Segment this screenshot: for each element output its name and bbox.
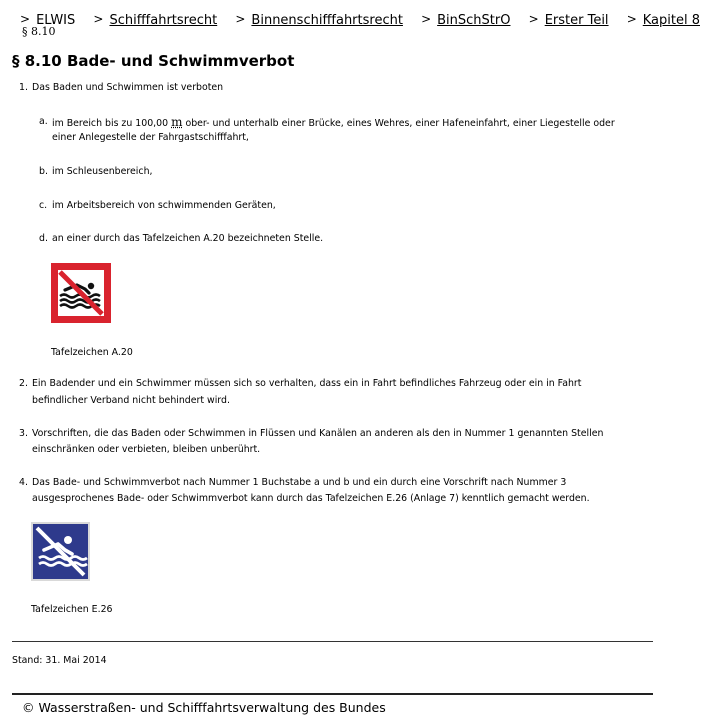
chevron-right-icon: > (528, 12, 539, 26)
breadcrumb-link[interactable]: Kapitel 8 (642, 13, 700, 28)
section-3-line1: Vorschriften, die das Baden oder Schwimmen in Flüssen und Kanälen an anderen als den in Nummer 1 genannten Stellen (32, 428, 604, 439)
chevron-right-icon: > (235, 12, 246, 26)
chevron-right-icon: > (93, 12, 104, 26)
item-c-text: im Arbeitsbereich von schwimmenden Geräten, (52, 200, 276, 211)
breadcrumb-current: § 8.10 (22, 25, 56, 38)
sign-a20-caption: Tafelzeichen A.20 (51, 347, 133, 358)
breadcrumb (20, 12, 700, 29)
item-c-letter: c. (39, 200, 48, 211)
item-d-text: an einer durch das Tafelzeichen A.20 bezeichneten Stelle. (52, 233, 324, 244)
sign-e26-caption: Tafelzeichen E.26 (31, 604, 113, 615)
stand-date: Stand: 31. Mai 2014 (12, 655, 107, 666)
section-2-line1: Ein Badender und ein Schwimmer müssen sich so verhalten, dass ein in Fahrt befindliches Fahrzeug oder ein in Fahrt (32, 378, 582, 389)
breadcrumb-item-binschstro[interactable] (421, 12, 510, 29)
chevron-right-icon: > (421, 12, 432, 26)
breadcrumb-item-schifffahrtsrecht[interactable] (93, 12, 217, 29)
section-4-number: 4. (19, 477, 28, 488)
footer-copyright: © Wasserstraßen- und Schifffahrtsverwaltung des Bundes (22, 700, 386, 715)
item-d-letter: d. (39, 233, 48, 244)
item-b-text: im Schleusenbereich, (52, 166, 153, 177)
item-b-letter: b. (39, 166, 48, 177)
breadcrumb-item-kapitel-8[interactable] (627, 12, 700, 29)
breadcrumb-link[interactable]: Schifffahrtsrecht (109, 13, 218, 28)
item-a-text-after: ober- und unterhalb einer Brücke, eines Wehres, einer Hafeneinfahrt, einer Liegestelle oder (185, 118, 615, 129)
item-a-text-before: im Bereich bis zu 100,00 (52, 118, 169, 129)
breadcrumb-item-erster-teil[interactable] (529, 12, 609, 29)
section-4-line2: ausgesprochenes Bade- oder Schwimmverbot kann durch das Tafelzeichen E.26 (Anlage 7) kenntlich gemacht werden. (32, 493, 590, 504)
sign-e26 (31, 522, 90, 581)
section-3-number: 3. (19, 428, 28, 439)
no-swimming-sign-icon (51, 263, 111, 323)
item-a-letter: a. (39, 116, 48, 127)
swimming-ban-sign-icon (31, 522, 90, 581)
sign-a20 (51, 263, 111, 323)
page-title: § 8.10 Bade- und Schwimmverbot (12, 52, 295, 70)
divider (12, 641, 653, 642)
section-3-line2: einschränken oder verbieten, bleiben unberührt. (32, 444, 261, 455)
breadcrumb-link[interactable]: ELWIS (36, 13, 76, 28)
section-2-number: 2. (19, 378, 28, 389)
breadcrumb-link[interactable]: Binnenschifffahrtsrecht (251, 13, 403, 28)
chevron-right-icon: > (626, 12, 637, 26)
chevron-right-icon: > (20, 12, 31, 26)
unit-abbreviation[interactable]: m (171, 115, 183, 129)
section-4-line1: Das Bade- und Schwimmverbot nach Nummer 1 Buchstabe a und b und ein durch eine Vorschrift nach Nummer 3 (32, 477, 567, 488)
breadcrumb-link[interactable]: Erster Teil (544, 13, 609, 28)
footer-divider (12, 693, 653, 695)
item-a-line2: einer Anlegestelle der Fahrgastschifffahrt, (52, 132, 249, 143)
breadcrumb-link[interactable]: BinSchStrO (437, 13, 511, 28)
section-2-line2: befindlicher Verband nicht behindert wird. (32, 395, 230, 406)
breadcrumb-item-binnenschifffahrtsrecht[interactable] (235, 12, 403, 29)
section-1-number: 1. (19, 82, 28, 93)
section-1-text: Das Baden und Schwimmen ist verboten (32, 82, 224, 93)
